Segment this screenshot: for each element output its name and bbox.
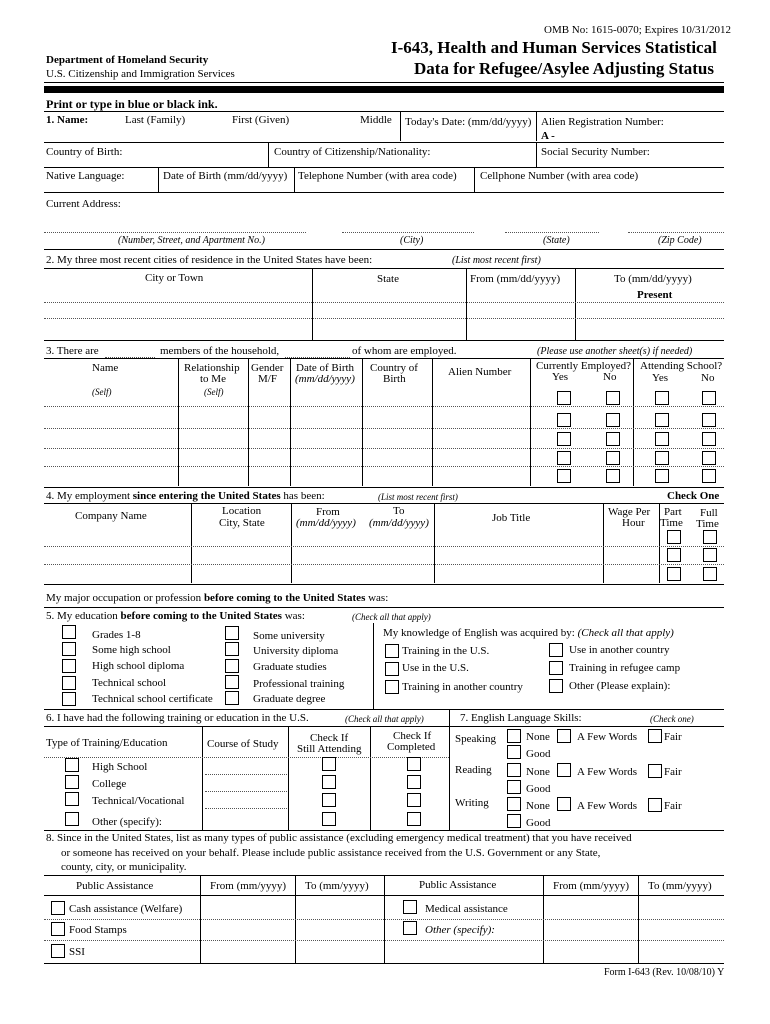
edu-checkbox[interactable] — [225, 659, 239, 673]
training-type: High School — [92, 761, 148, 773]
department-name: Department of Homeland Security — [46, 54, 209, 66]
col-completed: Completed — [387, 741, 436, 753]
household-note: (Please use another sheet(s) if needed) — [537, 346, 693, 357]
divider — [312, 268, 313, 340]
col-relationship: Relationship — [184, 362, 240, 374]
few-words-checkbox[interactable] — [557, 763, 571, 777]
still-attending-checkbox[interactable] — [322, 775, 336, 789]
rule — [44, 111, 724, 112]
col-part-time: Time — [660, 517, 683, 529]
divider — [370, 726, 371, 830]
telephone-label: Telephone Number (with area code) — [298, 170, 457, 182]
edu-option: Graduate degree — [253, 693, 326, 705]
col-part: Part — [664, 506, 682, 518]
employed-no-checkbox[interactable] — [606, 451, 620, 465]
school-yes: Yes — [652, 372, 669, 384]
col-full-time: Time — [696, 518, 719, 530]
edu-checkbox[interactable] — [62, 659, 76, 673]
school-yes-checkbox[interactable] — [655, 432, 669, 446]
col-public-assistance-2: Public Assistance — [419, 879, 497, 891]
col-to: To — [393, 505, 405, 517]
col-full: Full — [700, 507, 718, 519]
course-row[interactable] — [205, 808, 287, 809]
employed-yes: Yes — [552, 371, 569, 383]
col-location: Location — [222, 505, 262, 517]
edu-checkbox[interactable] — [225, 626, 239, 640]
full-time-checkbox[interactable] — [703, 567, 717, 581]
household-row[interactable] — [44, 466, 724, 467]
rule — [44, 963, 724, 964]
assistance-line-1: 8. Since in the United States, list as many types of public assistance (excluding emergency medical treatment) that you have received — [46, 832, 632, 844]
col-wage: Wage Per — [608, 506, 651, 518]
few-words-label: A Few Words — [577, 800, 638, 812]
city-line[interactable] — [342, 232, 474, 233]
english-option: Other (Please explain): — [569, 680, 671, 692]
english-skills-note: (Check one) — [650, 714, 694, 724]
employed-yes-checkbox[interactable] — [557, 413, 571, 427]
dob-label: Date of Birth (mm/dd/yyyy) — [163, 170, 288, 182]
good-checkbox[interactable] — [507, 780, 521, 794]
col-from-2: From (mm/yyyy) — [553, 880, 630, 892]
english-checkbox[interactable] — [549, 661, 563, 675]
skill-name: Writing — [455, 797, 489, 809]
col-to: To (mm/dd/yyyy) — [614, 273, 692, 285]
col-dob: Date of Birth — [296, 362, 355, 374]
employment-row[interactable] — [44, 564, 724, 565]
full-time-checkbox[interactable] — [703, 530, 717, 544]
rule — [44, 726, 449, 727]
training-type: College — [92, 778, 127, 790]
few-words-checkbox[interactable] — [557, 797, 571, 811]
rule — [44, 709, 724, 710]
edu-option: Professional training — [253, 678, 345, 690]
assistance-type: Cash assistance (Welfare) — [69, 903, 183, 915]
form-title-line-1: I-643, Health and Human Services Statistical — [391, 38, 717, 57]
employment-label — [46, 490, 325, 502]
fair-checkbox[interactable] — [648, 764, 662, 778]
divider — [536, 142, 537, 167]
first-name-label: First (Given) — [232, 114, 290, 126]
rule — [44, 142, 724, 143]
food-stamps-checkbox[interactable] — [51, 922, 65, 936]
edu-option: Technical school certificate — [92, 693, 213, 705]
none-label: None — [526, 731, 550, 743]
header-bar — [44, 86, 724, 93]
school-no-checkbox[interactable] — [702, 451, 716, 465]
education-label — [46, 610, 305, 622]
col-mf: M/F — [258, 373, 277, 385]
employment-note: (List most recent first) — [378, 492, 458, 502]
residence-row[interactable] — [44, 318, 724, 319]
training-type: Other (specify): — [92, 816, 162, 828]
col-city-state: City, State — [219, 517, 265, 529]
major-a: My major occupation or profession — [46, 592, 204, 604]
edu-checkbox[interactable] — [62, 642, 76, 656]
edu-option: Grades 1-8 — [92, 629, 141, 641]
skill-name: Reading — [455, 764, 492, 776]
fair-checkbox[interactable] — [648, 729, 662, 743]
zip-caption: (Zip Code) — [658, 235, 702, 246]
assistance-line-2: or someone has received on your behalf. Please include public assistance received from the U.S. Government or any State, — [61, 847, 601, 859]
col-country: Country of — [370, 362, 418, 374]
rule — [44, 358, 724, 359]
employed-no: No — [603, 371, 617, 383]
col-dob-fmt: (mm/dd/yyyy) — [295, 373, 355, 385]
edu-checkbox[interactable] — [62, 676, 76, 690]
still-attending-checkbox[interactable] — [322, 757, 336, 771]
current-address-label: Current Address: — [46, 198, 121, 210]
divider — [536, 111, 537, 141]
divider — [659, 503, 660, 583]
col-type: Type of Training/Education — [46, 737, 168, 749]
col-name: Name — [92, 362, 119, 374]
rule — [44, 192, 724, 193]
rule — [449, 726, 724, 727]
self-name: (Self) — [92, 387, 112, 397]
rule — [44, 895, 724, 896]
col-check-if-completed: Check If — [393, 730, 432, 742]
school-no: No — [701, 372, 715, 384]
assistance-type: Other (specify): — [425, 924, 495, 936]
full-time-checkbox[interactable] — [703, 548, 717, 562]
english-checkbox[interactable] — [549, 679, 563, 693]
training-type-checkbox[interactable] — [65, 775, 79, 789]
rule — [44, 249, 724, 250]
state-line[interactable] — [505, 232, 599, 233]
citizenship-label: Country of Citizenship/Nationality: — [274, 146, 431, 158]
course-row[interactable] — [205, 774, 287, 775]
col-to: To (mm/yyyy) — [305, 880, 369, 892]
english-option: Training in the U.S. — [402, 645, 490, 657]
employed-yes-checkbox[interactable] — [557, 469, 571, 483]
employed-no-checkbox[interactable] — [606, 432, 620, 446]
street-caption: (Number, Street, and Apartment No.) — [118, 235, 265, 246]
completed-checkbox[interactable] — [407, 812, 421, 826]
school-yes-checkbox[interactable] — [655, 451, 669, 465]
divider — [288, 726, 289, 830]
part-time-checkbox[interactable] — [667, 530, 681, 544]
rule — [44, 757, 449, 758]
assistance-line-3: county, city, or municipality. — [61, 861, 187, 873]
edu-b: before coming to the United States — [120, 610, 282, 622]
none-checkbox[interactable] — [507, 763, 521, 777]
edu-a: 5. My education — [46, 610, 121, 622]
col-to-2: To (mm/yyyy) — [648, 880, 712, 892]
state-caption: (State) — [543, 235, 570, 246]
middle-name-label: Middle — [360, 114, 392, 126]
col-school: Attending School? — [640, 360, 723, 372]
edu-checkbox[interactable] — [225, 691, 239, 705]
present-text: Present — [637, 289, 673, 301]
form-title-line-2: Data for Refugee/Asylee Adjusting Status — [414, 59, 715, 78]
good-checkbox[interactable] — [507, 814, 521, 828]
training-type-checkbox[interactable] — [65, 812, 79, 826]
col-from: From — [316, 506, 340, 518]
col-check-if-still: Check If — [310, 732, 349, 744]
other-assistance-checkbox[interactable] — [403, 921, 417, 935]
col-birth: Birth — [383, 373, 406, 385]
employment-row[interactable] — [44, 546, 724, 547]
divider — [373, 623, 374, 709]
rule — [44, 487, 724, 488]
english-option: Training in another country — [402, 681, 523, 693]
col-from-fmt: (mm/dd/yyyy) — [296, 517, 356, 529]
household-row[interactable] — [44, 406, 724, 407]
none-label: None — [526, 800, 550, 812]
employment-label-b: since entering the United States — [132, 490, 281, 502]
alien-number-label: Alien Registration Number: — [541, 116, 664, 128]
col-state: State — [377, 273, 399, 285]
english-option: Use in another country — [569, 644, 670, 656]
english-skills-label: 7. English Language Skills: — [460, 712, 582, 724]
still-attending-checkbox[interactable] — [322, 812, 336, 826]
divider — [449, 709, 450, 830]
skill-name: Speaking — [455, 733, 496, 745]
major-occupation-label — [46, 592, 388, 604]
few-words-label: A Few Words — [577, 766, 638, 778]
divider — [474, 167, 475, 192]
col-hour: Hour — [622, 517, 645, 529]
household-members-text: members of the household, — [160, 345, 280, 357]
still-attending-checkbox[interactable] — [322, 793, 336, 807]
divider — [603, 503, 604, 583]
city-caption: (City) — [400, 235, 424, 246]
completed-checkbox[interactable] — [407, 775, 421, 789]
edu-option: High school diploma — [92, 660, 185, 672]
school-no-checkbox[interactable] — [702, 469, 716, 483]
employment-label-a: 4. My employment — [46, 490, 133, 502]
few-words-checkbox[interactable] — [557, 729, 571, 743]
part-time-checkbox[interactable] — [667, 548, 681, 562]
english-checkbox[interactable] — [385, 662, 399, 676]
training-type-checkbox[interactable] — [65, 758, 79, 772]
household-row[interactable] — [44, 448, 724, 449]
rule — [44, 830, 724, 831]
alien-number-prefix: A - — [541, 130, 555, 142]
none-checkbox[interactable] — [507, 797, 521, 811]
eng-note-text: (Check all that apply) — [577, 627, 674, 639]
completed-checkbox[interactable] — [407, 793, 421, 807]
col-to-fmt: (mm/dd/yyyy) — [369, 517, 429, 529]
edu-checkbox[interactable] — [225, 675, 239, 689]
school-no-checkbox[interactable] — [702, 432, 716, 446]
good-label: Good — [526, 817, 551, 829]
native-language-label: Native Language: — [46, 170, 125, 182]
course-row[interactable] — [205, 791, 287, 792]
fair-checkbox[interactable] — [648, 798, 662, 812]
medical-assistance-checkbox[interactable] — [403, 900, 417, 914]
residence-note: (List most recent first) — [452, 255, 541, 266]
employed-no-checkbox[interactable] — [606, 413, 620, 427]
zip-line[interactable] — [628, 232, 724, 233]
english-option: Training in refugee camp — [569, 662, 681, 674]
none-checkbox[interactable] — [507, 729, 521, 743]
col-to-me: to Me — [200, 373, 226, 385]
col-course: Course of Study — [207, 738, 279, 750]
english-option: Use in the U.S. — [402, 662, 469, 674]
training-type-checkbox[interactable] — [65, 792, 79, 806]
col-still: Still Attending — [297, 743, 362, 755]
rule — [44, 268, 724, 269]
col-gender: Gender — [251, 362, 284, 374]
check-one-label: Check One — [667, 490, 720, 502]
fair-label: Fair — [664, 766, 682, 778]
training-label: 6. I have had the following training or education in the U.S. — [46, 712, 309, 724]
school-yes-checkbox[interactable] — [655, 469, 669, 483]
employment-label-c: has been: — [280, 490, 325, 502]
training-type: Technical/Vocational — [92, 795, 185, 807]
few-words-label: A Few Words — [577, 731, 638, 743]
divider — [575, 268, 576, 340]
todays-date-label: Today's Date: (mm/dd/yyyy) — [405, 116, 532, 128]
last-name-text: Last (Family) — [125, 114, 186, 126]
ink-instruction: Print or type in blue or black ink. — [46, 97, 218, 111]
name-label: 1. Name: — [46, 114, 89, 126]
rule — [44, 584, 724, 585]
divider — [400, 111, 401, 141]
agency-name: U.S. Citizenship and Immigration Services — [46, 68, 235, 80]
edu-c: was: — [281, 610, 305, 622]
divider — [466, 268, 467, 340]
fair-label: Fair — [664, 800, 682, 812]
assistance-row[interactable] — [44, 940, 724, 941]
school-yes-checkbox[interactable] — [655, 413, 669, 427]
col-public-assistance: Public Assistance — [76, 880, 154, 892]
residence-row[interactable] — [44, 302, 724, 303]
edu-option: Graduate studies — [253, 661, 327, 673]
rule — [44, 167, 724, 168]
rule — [44, 503, 724, 504]
major-c: was: — [365, 592, 389, 604]
english-checkbox[interactable] — [385, 644, 399, 658]
col-city: City or Town — [145, 272, 204, 284]
col-from: From (mm/yyyy) — [210, 880, 287, 892]
household-employed-text: of whom are employed. — [352, 345, 457, 357]
edu-option: Some high school — [92, 644, 171, 656]
english-checkbox[interactable] — [549, 643, 563, 657]
assistance-type: Medical assistance — [425, 903, 508, 915]
major-b: before coming to the United States — [203, 592, 366, 604]
col-company: Company Name — [75, 510, 147, 522]
education-note: (Check all that apply) — [352, 612, 431, 622]
assistance-row[interactable] — [44, 919, 724, 920]
employed-yes-checkbox[interactable] — [557, 391, 571, 405]
form-version: Form I-643 (Rev. 10/08/10) Y — [604, 967, 725, 978]
edu-option: University diploma — [253, 645, 339, 657]
col-job: Job Title — [492, 512, 531, 524]
training-note: (Check all that apply) — [345, 714, 424, 724]
divider — [434, 503, 435, 583]
rule — [44, 340, 724, 341]
english-acquired-label — [383, 627, 674, 639]
cash-assistance-checkbox[interactable] — [51, 901, 65, 915]
edu-checkbox[interactable] — [62, 692, 76, 706]
cellphone-label: Cellphone Number (with area code) — [480, 170, 639, 182]
divider — [268, 142, 269, 167]
household-there-are: 3. There are — [46, 345, 99, 357]
school-no-checkbox[interactable] — [702, 413, 716, 427]
country-of-birth-label: Country of Birth: — [46, 146, 123, 158]
col-employed: Currently Employed? — [536, 360, 632, 372]
part-time-checkbox[interactable] — [667, 567, 681, 581]
none-label: None — [526, 766, 550, 778]
completed-checkbox[interactable] — [407, 757, 421, 771]
divider — [291, 503, 292, 583]
fair-label: Fair — [664, 731, 682, 743]
english-checkbox[interactable] — [385, 680, 399, 694]
edu-option: Technical school — [92, 677, 167, 689]
street-line[interactable] — [44, 232, 306, 233]
assistance-type: SSI — [69, 946, 85, 958]
ssi-checkbox[interactable] — [51, 944, 65, 958]
edu-option: Some university — [253, 630, 325, 642]
last-name-label — [125, 114, 185, 126]
ssn-label: Social Security Number: — [541, 146, 650, 158]
divider — [202, 726, 203, 830]
residence-label: 2. My three most recent cities of residence in the United States have been: — [46, 254, 373, 266]
employed-yes-checkbox[interactable] — [557, 432, 571, 446]
good-label: Good — [526, 783, 551, 795]
household-row[interactable] — [44, 428, 724, 429]
divider — [158, 167, 159, 192]
school-yes-checkbox[interactable] — [655, 391, 669, 405]
rule — [44, 607, 724, 608]
good-label: Good — [526, 748, 551, 760]
divider — [191, 503, 192, 583]
employed-no-checkbox[interactable] — [606, 469, 620, 483]
edu-checkbox[interactable] — [62, 625, 76, 639]
employed-no-checkbox[interactable] — [606, 391, 620, 405]
col-alien: Alien Number — [448, 366, 512, 378]
school-no-checkbox[interactable] — [702, 391, 716, 405]
eng-label-text: My knowledge of English was acquired by: — [383, 627, 575, 639]
divider — [294, 167, 295, 192]
omb-number: OMB No: 1615-0070; Expires 10/31/2012 — [544, 24, 731, 36]
col-from: From (mm/dd/yyyy) — [470, 273, 561, 285]
good-checkbox[interactable] — [507, 745, 521, 759]
self-rel: (Self) — [204, 387, 224, 397]
assistance-type: Food Stamps — [69, 924, 127, 936]
edu-checkbox[interactable] — [225, 642, 239, 656]
header-rule — [44, 82, 724, 83]
employed-yes-checkbox[interactable] — [557, 451, 571, 465]
